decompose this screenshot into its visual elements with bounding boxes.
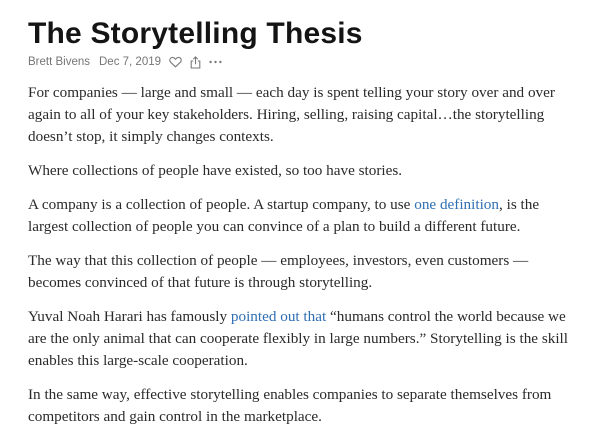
paragraph-5-text-start: Yuval Noah Harari has famously: [28, 308, 231, 325]
paragraph-6: In the same way, effective storytelling enables companies to separate themselves from competitors and gain control in the marketplace.: [28, 386, 552, 425]
paragraph-5: [28, 306, 578, 372]
paragraph-5-text-end: “humans control the world because we are the only animal that can cooperate flexibly in large numbers.” Storytelling is the skill enables this large-scale cooperation.: [28, 308, 568, 369]
article-body: [28, 82, 578, 440]
paragraph-4: The way that this collection of people — employees, investors, even customers — becomes convinced of that future is through storytelling.: [28, 252, 529, 291]
article-title: The Storytelling Thesis: [28, 17, 363, 50]
one-definition-link[interactable]: one definition: [414, 196, 499, 213]
publish-date: Dec 7, 2019: [99, 56, 162, 68]
share-icon[interactable]: [190, 56, 201, 69]
more-horizontal-icon[interactable]: [209, 60, 222, 64]
pointed-out-that-link[interactable]: pointed out that: [230, 308, 327, 325]
paragraph-3: [28, 194, 578, 238]
author-name[interactable]: Brett Bivens: [28, 56, 90, 68]
paragraph-3-text-end: , is the largest collection of people you can convince of a plan to build a different future.: [28, 196, 540, 235]
paragraph-2: Where collections of people have existed, so too have stories.: [28, 162, 403, 179]
paragraph-1: For companies — large and small — each day is spent telling your story over and over again to all of your key stakeholders. Hiring, selling, raising capital…the storytelling doesn’t stop, it simply changes contexts.: [28, 84, 555, 145]
byline: [28, 54, 222, 70]
heart-outline-icon[interactable]: [169, 56, 182, 68]
paragraph-3-text-start: A company is a collection of people. A startup company, to use: [28, 196, 415, 213]
